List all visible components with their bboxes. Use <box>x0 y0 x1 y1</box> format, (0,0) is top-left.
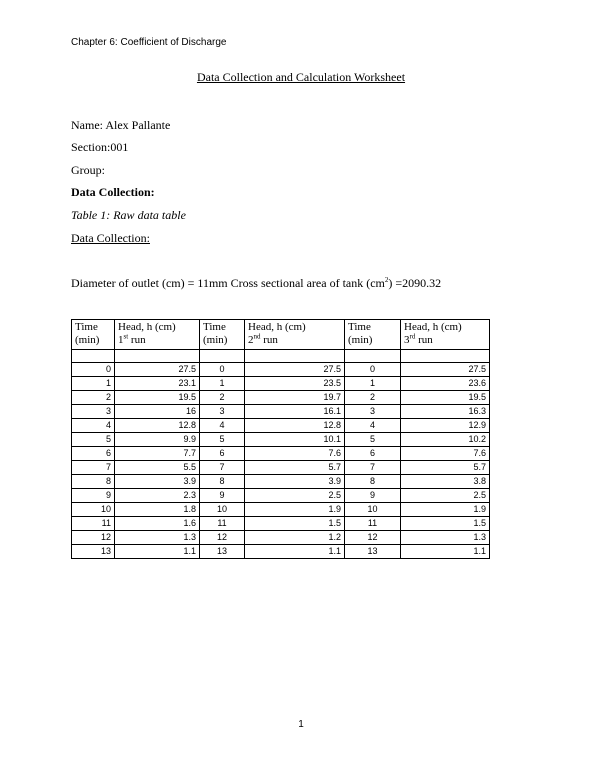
document-title: Data Collection and Calculation Worksheet <box>196 70 406 84</box>
time-run-3-cell: 12 <box>345 531 401 545</box>
time-run-1-cell: 4 <box>72 419 115 433</box>
header-head-run-1: Head, h (cm) 1st run <box>115 320 200 350</box>
head-run-1-cell: 12.8 <box>115 419 200 433</box>
head-run-2-cell: 2.5 <box>245 489 345 503</box>
head-run-3-cell: 3.8 <box>401 475 490 489</box>
page-header: Chapter 6: Coefficient of Discharge <box>71 37 227 48</box>
head-run-1-cell: 1.8 <box>115 503 200 517</box>
table-row <box>72 433 490 447</box>
head-run-1-cell: 9.9 <box>115 433 200 447</box>
time-run-2-cell: 7 <box>200 461 245 475</box>
time-run-2-cell: 13 <box>200 545 245 559</box>
time-run-1-cell: 9 <box>72 489 115 503</box>
time-run-1-cell: 2 <box>72 391 115 405</box>
time-run-1-cell: 11 <box>72 517 115 531</box>
time-run-3-cell: 8 <box>345 475 401 489</box>
head-run-3-cell: 27.5 <box>401 363 490 377</box>
data-collection-heading: Data Collection: <box>71 185 155 199</box>
time-run-3-cell: 4 <box>345 419 401 433</box>
time-run-1-cell: 7 <box>72 461 115 475</box>
time-run-1-cell: 6 <box>72 447 115 461</box>
head-run-3-cell: 12.9 <box>401 419 490 433</box>
time-run-1-cell: 5 <box>72 433 115 447</box>
head-run-3-cell: 2.5 <box>401 489 490 503</box>
table-header-row <box>72 320 490 350</box>
head-run-3-cell: 1.9 <box>401 503 490 517</box>
time-run-2-cell: 4 <box>200 419 245 433</box>
head-run-1-cell: 1.3 <box>115 531 200 545</box>
page-number: 1 <box>298 719 304 730</box>
time-run-2-cell: 8 <box>200 475 245 489</box>
head-run-3-cell: 1.1 <box>401 545 490 559</box>
time-run-3-cell: 3 <box>345 405 401 419</box>
time-run-3-cell: 11 <box>345 517 401 531</box>
table-row <box>72 419 490 433</box>
table-row <box>72 405 490 419</box>
head-run-1-cell: 23.1 <box>115 377 200 391</box>
time-run-2-cell: 1 <box>200 377 245 391</box>
head-run-1-cell: 19.5 <box>115 391 200 405</box>
name-line: Name: Alex Pallante <box>71 118 171 132</box>
head-run-2-cell: 1.1 <box>245 545 345 559</box>
table-row <box>72 391 490 405</box>
head-run-2-cell: 1.2 <box>245 531 345 545</box>
time-run-2-cell: 2 <box>200 391 245 405</box>
header-head-run-3: Head, h (cm) 3rd run <box>401 320 490 350</box>
time-run-2-cell: 0 <box>200 363 245 377</box>
head-run-1-cell: 1.1 <box>115 545 200 559</box>
head-run-2-cell: 23.5 <box>245 377 345 391</box>
table-spacer-row <box>72 350 490 363</box>
data-collection-subheading: Data Collection: <box>71 231 150 245</box>
table-body <box>72 363 490 559</box>
table-row <box>72 545 490 559</box>
head-run-3-cell: 1.3 <box>401 531 490 545</box>
head-run-2-cell: 27.5 <box>245 363 345 377</box>
head-run-2-cell: 1.5 <box>245 517 345 531</box>
head-run-3-cell: 16.3 <box>401 405 490 419</box>
head-run-1-cell: 5.5 <box>115 461 200 475</box>
head-run-2-cell: 10.1 <box>245 433 345 447</box>
head-run-2-cell: 19.7 <box>245 391 345 405</box>
table-caption: Table 1: Raw data table <box>71 208 186 222</box>
head-run-1-cell: 27.5 <box>115 363 200 377</box>
time-run-3-cell: 0 <box>345 363 401 377</box>
time-run-1-cell: 10 <box>72 503 115 517</box>
head-run-1-cell: 3.9 <box>115 475 200 489</box>
head-run-3-cell: 7.6 <box>401 447 490 461</box>
header-time-3: Time (min) <box>345 320 401 350</box>
head-run-1-cell: 7.7 <box>115 447 200 461</box>
head-run-2-cell: 16.1 <box>245 405 345 419</box>
head-run-2-cell: 7.6 <box>245 447 345 461</box>
table-row <box>72 377 490 391</box>
table-row <box>72 475 490 489</box>
head-run-2-cell: 5.7 <box>245 461 345 475</box>
head-run-3-cell: 10.2 <box>401 433 490 447</box>
time-run-3-cell: 2 <box>345 391 401 405</box>
head-run-2-cell: 3.9 <box>245 475 345 489</box>
time-run-2-cell: 6 <box>200 447 245 461</box>
time-run-2-cell: 5 <box>200 433 245 447</box>
head-run-3-cell: 1.5 <box>401 517 490 531</box>
time-run-1-cell: 8 <box>72 475 115 489</box>
time-run-1-cell: 1 <box>72 377 115 391</box>
time-run-3-cell: 5 <box>345 433 401 447</box>
time-run-2-cell: 12 <box>200 531 245 545</box>
diameter-area-line: Diameter of outlet (cm) = 11mm Cross sectional area of tank $(cm^2) =2090.32$ <box>71 276 442 290</box>
head-run-1-cell: 2.3 <box>115 489 200 503</box>
group-line: Group: <box>71 163 105 177</box>
header-head-run-2: Head, h (cm) 2nd run <box>245 320 345 350</box>
head-run-2-cell: 12.8 <box>245 419 345 433</box>
time-run-2-cell: 3 <box>200 405 245 419</box>
time-run-2-cell: 11 <box>200 517 245 531</box>
table-row <box>72 531 490 545</box>
table-row <box>72 503 490 517</box>
time-run-1-cell: 0 <box>72 363 115 377</box>
time-run-3-cell: 7 <box>345 461 401 475</box>
time-run-2-cell: 9 <box>200 489 245 503</box>
time-run-1-cell: 13 <box>72 545 115 559</box>
time-run-3-cell: 6 <box>345 447 401 461</box>
header-time-1: Time (min) <box>72 320 115 350</box>
raw-data-table <box>71 319 490 559</box>
time-run-3-cell: 1 <box>345 377 401 391</box>
table-row <box>72 517 490 531</box>
head-run-3-cell: 23.6 <box>401 377 490 391</box>
head-run-3-cell: 5.7 <box>401 461 490 475</box>
time-run-3-cell: 13 <box>345 545 401 559</box>
time-run-1-cell: 3 <box>72 405 115 419</box>
header-time-2: Time (min) <box>200 320 245 350</box>
head-run-1-cell: 1.6 <box>115 517 200 531</box>
time-run-2-cell: 10 <box>200 503 245 517</box>
time-run-3-cell: 9 <box>345 489 401 503</box>
head-run-1-cell: 16 <box>115 405 200 419</box>
table-row <box>72 447 490 461</box>
head-run-2-cell: 1.9 <box>245 503 345 517</box>
table-row <box>72 461 490 475</box>
table-row <box>72 489 490 503</box>
head-run-3-cell: 19.5 <box>401 391 490 405</box>
section-line: Section:001 <box>71 140 129 154</box>
time-run-1-cell: 12 <box>72 531 115 545</box>
time-run-3-cell: 10 <box>345 503 401 517</box>
table-row <box>72 363 490 377</box>
